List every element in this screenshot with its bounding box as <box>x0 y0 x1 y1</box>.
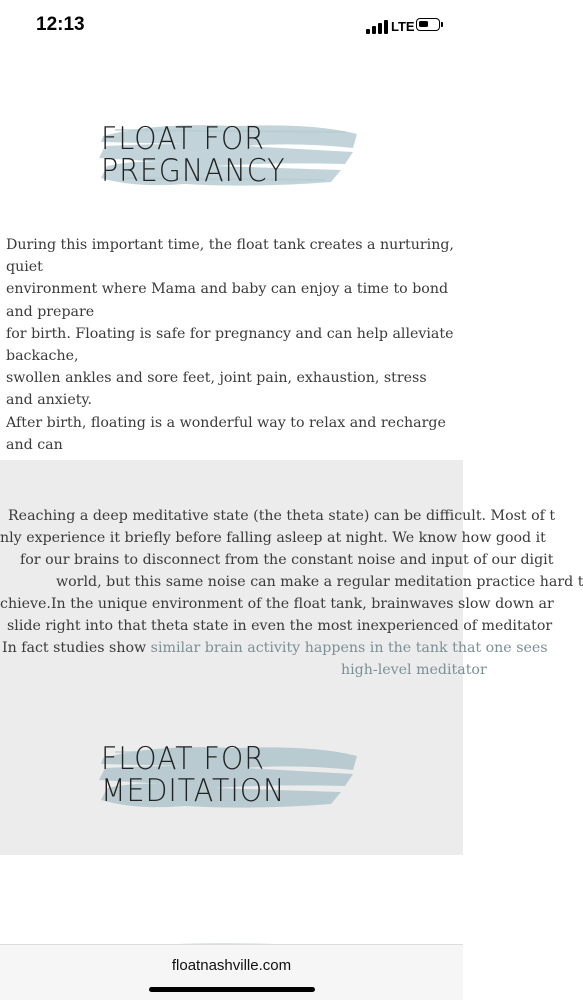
pregnancy-line: During this important time, the float tank creates a nurturing, quiet <box>6 237 454 276</box>
next-section <box>0 855 463 945</box>
meditation-line: chieve.In the unique environment of the float tank, brainwaves slow down ar <box>0 596 554 612</box>
meditation-line: Reaching a deep meditative state (the theta state) can be difficult. Most of t <box>8 508 556 524</box>
brain-activity-link[interactable]: similar brain activity happens in the tank that one sees <box>150 640 548 656</box>
battery-tip <box>441 22 443 27</box>
pregnancy-paragraph <box>6 234 456 478</box>
meditation-line-text: In fact studies show <box>2 640 151 656</box>
signal-icon <box>366 20 388 34</box>
logo-line-1: FLOAT FOR <box>101 121 265 157</box>
browser-address-bar[interactable] <box>0 944 463 1000</box>
meditation-line: for our brains to disconnect from the constant noise and input of our digit <box>20 552 554 568</box>
float-for-meditation-logo <box>95 740 360 815</box>
logo-line-2: PREGNANCY <box>101 153 286 189</box>
meditation-line: slide right into that theta state in even the most inexperienced of meditator <box>7 618 553 634</box>
network-type: LTE <box>391 19 415 34</box>
pregnancy-line: After birth, floating is a wonderful way to relax and recharge and can <box>6 414 446 453</box>
pregnancy-line: for birth. Floating is safe for pregnancy and can help alleviate backache, <box>6 325 454 365</box>
logo-line-1: FLOAT FOR <box>101 741 265 777</box>
float-for-pregnancy-logo <box>95 118 360 193</box>
meditator-link[interactable]: high-level meditator <box>341 662 487 678</box>
meditation-paragraph <box>0 505 583 685</box>
meditation-line <box>2 637 548 659</box>
status-time: 12:13 <box>36 14 85 35</box>
pregnancy-line: environment where Mama and baby can enjoy a time to bond and prepare <box>6 281 449 320</box>
battery-icon <box>416 18 440 31</box>
home-indicator[interactable] <box>149 987 315 992</box>
status-bar <box>0 0 463 54</box>
url-text[interactable]: floatnashville.com <box>171 957 292 974</box>
meditation-line: world, but this same noise can make a regular meditation practice hard t <box>56 574 583 590</box>
meditation-line: nly experience it briefly before falling asleep at night. We know how good it <box>0 530 546 546</box>
pregnancy-line: swollen ankles and sore feet, joint pain, exhaustion, stress and anxiety. <box>6 370 427 409</box>
logo-line-2: MEDITATION <box>101 773 286 809</box>
